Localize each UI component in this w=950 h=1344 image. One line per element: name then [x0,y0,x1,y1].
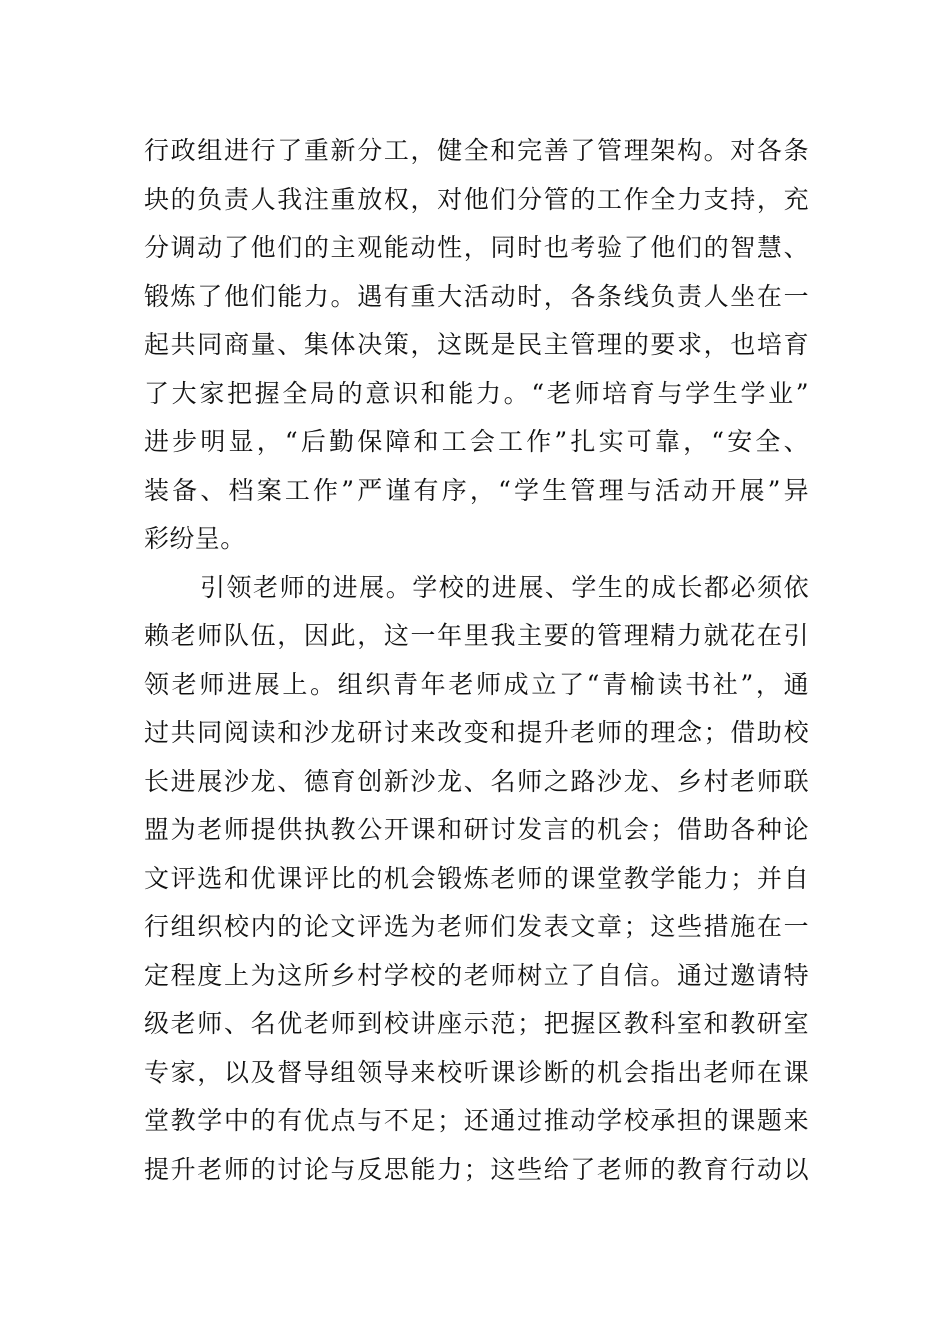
text-line: 级老师、名优老师到校讲座示范；把握区教科室和教研室 [144,1009,809,1038]
text-line: 定程度上为这所乡村学校的老师树立了自信。通过邀请特 [144,960,809,990]
text-line: 进步明显，“后勤保障和工会工作”扎实可靠，“安全、 [144,427,809,456]
text-line: 提升老师的讨论与反思能力；这些给了老师的教育行动以 [144,1154,809,1184]
text-line: 分调动了他们的主观能动性，同时也考验了他们的智慧、 [144,233,809,262]
paragraph-1 [144,127,809,564]
paragraph-2 [144,564,809,1195]
text-line: 起共同商量、集体决策，这既是民主管理的要求，也培育 [144,330,809,359]
text-line: 了大家把握全局的意识和能力。“老师培育与学生学业” [144,378,809,408]
text-line: 引领老师的进展。学校的进展、学生的成长都必须依 [200,572,809,602]
text-line: 赖老师队伍，因此，这一年里我主要的管理精力就花在引 [144,621,809,650]
text-line: 彩纷呈。 [144,524,246,553]
text-line: 块的负责人我注重放权，对他们分管的工作全力支持，充 [144,184,809,214]
text-line: 行组织校内的论文评选为老师们发表文章；这些措施在一 [144,912,809,941]
text-line: 装备、档案工作”严谨有序，“学生管理与活动开展”异 [144,475,809,505]
text-line: 专家，以及督导组领导来校听课诊断的机会指出老师在课 [144,1057,809,1087]
text-line: 过共同阅读和沙龙研讨来改变和提升老师的理念；借助校 [144,718,809,747]
text-line: 盟为老师提供执教公开课和研讨发言的机会；借助各种论 [144,815,809,844]
body-text [144,127,809,1194]
text-line: 文评选和优课评比的机会锻炼老师的课堂教学能力；并自 [144,863,809,893]
text-line: 领老师进展上。组织青年老师成立了“青榆读书社”，通 [144,669,809,699]
text-line: 锻炼了他们能力。遇有重大活动时，各条线负责人坐在一 [144,281,809,311]
text-line: 行政组进行了重新分工，健全和完善了管理架构。对各条 [144,136,809,165]
text-line: 堂教学中的有优点与不足；还通过推动学校承担的课题来 [144,1106,809,1135]
text-line: 长进展沙龙、德育创新沙龙、名师之路沙龙、乡村老师联 [144,766,809,796]
